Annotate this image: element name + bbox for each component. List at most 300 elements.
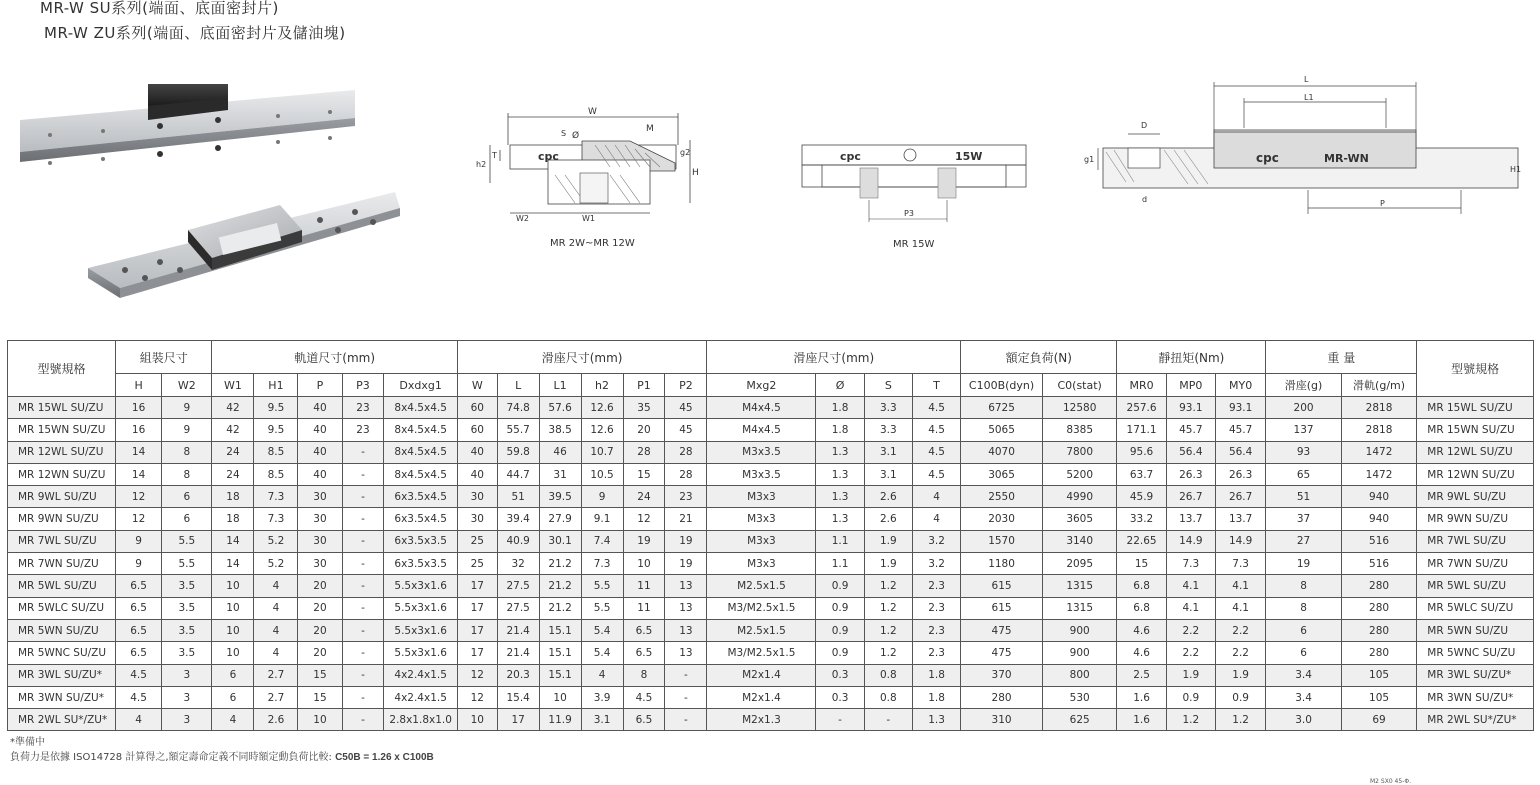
model-cell: MR 5WN SU/ZU: [1417, 619, 1534, 641]
value-cell: 15: [298, 664, 342, 686]
value-cell: 9.5: [254, 397, 298, 419]
value-cell: 10: [539, 686, 581, 708]
value-cell: 1.6: [1117, 709, 1166, 731]
value-cell: 3: [162, 664, 212, 686]
value-cell: 1472: [1341, 463, 1417, 485]
value-cell: 5.5: [162, 553, 212, 575]
value-cell: 8x4.5x4.5: [384, 441, 457, 463]
value-cell: 10: [623, 553, 665, 575]
value-cell: 95.6: [1117, 441, 1166, 463]
value-cell: 14: [212, 530, 254, 552]
model-cell: MR 12WN SU/ZU: [1417, 463, 1534, 485]
value-cell: 6x3.5x4.5: [384, 508, 457, 530]
value-cell: 21: [665, 508, 707, 530]
value-cell: 4.1: [1166, 575, 1215, 597]
value-cell: 105: [1341, 686, 1417, 708]
value-cell: 63.7: [1117, 463, 1166, 485]
value-cell: 14: [116, 441, 162, 463]
value-cell: 12: [457, 686, 497, 708]
value-cell: 625: [1042, 709, 1116, 731]
footnote-text: 負荷力是依據 ISO14728 計算得之,額定壽命定義不同時額定動負荷比較:: [10, 752, 332, 763]
value-cell: 0.8: [864, 664, 912, 686]
subheader-cell: C100B(dyn): [961, 374, 1043, 397]
value-cell: 39.4: [497, 508, 539, 530]
model-cell: MR 15WN SU/ZU: [8, 419, 116, 441]
value-cell: 4: [254, 597, 298, 619]
value-cell: 6x3.5x3.5: [384, 553, 457, 575]
value-cell: 5.5x3x1.6: [384, 619, 457, 641]
model-cell: MR 7WN SU/ZU: [8, 553, 116, 575]
value-cell: 3.3: [864, 419, 912, 441]
model-cell: MR 5WLC SU/ZU: [1417, 597, 1534, 619]
value-cell: 2.2: [1215, 619, 1265, 641]
value-cell: 8: [162, 463, 212, 485]
value-cell: 3605: [1042, 508, 1116, 530]
value-cell: 5.5: [162, 530, 212, 552]
value-cell: 6.8: [1117, 575, 1166, 597]
subheader-cell: T: [912, 374, 960, 397]
label-t: T: [492, 151, 497, 160]
value-cell: 1.1: [816, 553, 864, 575]
value-cell: 10: [212, 597, 254, 619]
value-cell: 2.6: [864, 508, 912, 530]
value-cell: -: [665, 664, 707, 686]
value-cell: 37: [1266, 508, 1342, 530]
value-cell: 26.3: [1215, 463, 1265, 485]
value-cell: 280: [1341, 597, 1417, 619]
value-cell: 4: [212, 709, 254, 731]
value-cell: 12: [116, 486, 162, 508]
value-cell: 4: [254, 642, 298, 664]
value-cell: 1.1: [816, 530, 864, 552]
footnote-preparing: *準備中: [10, 737, 45, 748]
value-cell: 10.7: [581, 441, 623, 463]
value-cell: 21.2: [539, 575, 581, 597]
subheader-cell: P2: [665, 374, 707, 397]
value-cell: 3.4: [1266, 664, 1342, 686]
value-cell: 19: [665, 530, 707, 552]
value-cell: 3.5: [162, 619, 212, 641]
value-cell: 940: [1341, 486, 1417, 508]
value-cell: 17: [457, 575, 497, 597]
value-cell: 7.3: [254, 486, 298, 508]
value-cell: 6.5: [623, 642, 665, 664]
value-cell: 2.2: [1166, 619, 1215, 641]
value-cell: 19: [665, 553, 707, 575]
value-cell: 7.3: [581, 553, 623, 575]
model-cell: MR 15WL SU/ZU: [8, 397, 116, 419]
value-cell: 40: [298, 397, 342, 419]
label-h2: h2: [476, 160, 487, 169]
value-cell: 0.9: [816, 619, 864, 641]
header-model-right: 型號規格: [1417, 341, 1534, 397]
value-cell: 9: [162, 397, 212, 419]
value-cell: 1.6: [1117, 686, 1166, 708]
value-cell: 257.6: [1117, 397, 1166, 419]
value-cell: 615: [961, 597, 1043, 619]
subheader-cell: P: [298, 374, 342, 397]
value-cell: 0.8: [864, 686, 912, 708]
value-cell: 10.5: [581, 463, 623, 485]
value-cell: 20: [298, 642, 342, 664]
value-cell: 5.5x3x1.6: [384, 642, 457, 664]
value-cell: 4.6: [1117, 642, 1166, 664]
value-cell: 17: [497, 709, 539, 731]
value-cell: 28: [665, 441, 707, 463]
value-cell: M2x1.3: [707, 709, 816, 731]
value-cell: 6x3.5x3.5: [384, 530, 457, 552]
value-cell: 8x4.5x4.5: [384, 419, 457, 441]
model-cell: MR 9WN SU/ZU: [1417, 508, 1534, 530]
model-cell: MR 5WLC SU/ZU: [8, 597, 116, 619]
cross-section-drawing-small: [470, 105, 700, 255]
value-cell: 3: [162, 709, 212, 731]
value-cell: M2.5x1.5: [707, 619, 816, 641]
value-cell: 1180: [961, 553, 1043, 575]
value-cell: 3.2: [912, 553, 960, 575]
value-cell: 11.9: [539, 709, 581, 731]
value-cell: 4: [581, 664, 623, 686]
value-cell: 4.5: [116, 686, 162, 708]
table-row: [8, 441, 1534, 463]
value-cell: 6725: [961, 397, 1043, 419]
value-cell: -: [342, 508, 384, 530]
value-cell: 3065: [961, 463, 1043, 485]
value-cell: 6: [162, 486, 212, 508]
value-cell: 1.9: [864, 553, 912, 575]
value-cell: 3.0: [1266, 709, 1342, 731]
value-cell: 26.3: [1166, 463, 1215, 485]
subheader-cell: L1: [539, 374, 581, 397]
value-cell: 6.8: [1117, 597, 1166, 619]
series-title-zu: MR-W ZU系列(端面、底面密封片及儲油塊): [44, 24, 346, 42]
value-cell: 4x2.4x1.5: [384, 664, 457, 686]
drawing-caption-small: MR 2W~MR 12W: [550, 238, 635, 249]
value-cell: 7.4: [581, 530, 623, 552]
value-cell: 45.7: [1166, 419, 1215, 441]
value-cell: 5200: [1042, 463, 1116, 485]
value-cell: -: [342, 686, 384, 708]
label-m: M: [646, 124, 654, 134]
value-cell: 12.6: [581, 397, 623, 419]
value-cell: 13: [665, 597, 707, 619]
value-cell: 280: [1341, 619, 1417, 641]
header-block-1: 滑座尺寸(mm): [457, 341, 707, 374]
value-cell: 1.3: [816, 508, 864, 530]
value-cell: 8: [1266, 575, 1342, 597]
subheader-cell: L: [497, 374, 539, 397]
model-cell: MR 3WN SU/ZU*: [1417, 686, 1534, 708]
value-cell: 3.5: [162, 597, 212, 619]
value-cell: M3x3: [707, 553, 816, 575]
value-cell: 1.2: [864, 575, 912, 597]
value-cell: M2.5x1.5: [707, 575, 816, 597]
value-cell: 2550: [961, 486, 1043, 508]
value-cell: 2.7: [254, 664, 298, 686]
value-cell: -: [342, 575, 384, 597]
value-cell: 1.3: [816, 486, 864, 508]
value-cell: 24: [623, 486, 665, 508]
value-cell: 10: [212, 575, 254, 597]
label-p3: P3: [904, 209, 914, 218]
model-cell: MR 7WL SU/ZU: [8, 530, 116, 552]
value-cell: 6: [212, 664, 254, 686]
value-cell: 30: [298, 508, 342, 530]
subheader-cell: P1: [623, 374, 665, 397]
value-cell: 13: [665, 575, 707, 597]
value-cell: 9: [581, 486, 623, 508]
value-cell: 21.2: [539, 597, 581, 619]
value-cell: 93: [1266, 441, 1342, 463]
value-cell: -: [342, 441, 384, 463]
value-cell: 615: [961, 575, 1043, 597]
model-cell: MR 2WL SU*/ZU*: [8, 709, 116, 731]
value-cell: 530: [1042, 686, 1116, 708]
value-cell: 1.3: [816, 441, 864, 463]
value-cell: 27.5: [497, 597, 539, 619]
value-cell: 137: [1266, 419, 1342, 441]
brand-mark-side: cpc: [1256, 151, 1279, 165]
value-cell: 16: [116, 397, 162, 419]
value-cell: 38.5: [539, 419, 581, 441]
value-cell: 9.1: [581, 508, 623, 530]
value-cell: 1.9: [864, 530, 912, 552]
value-cell: 2.2: [1215, 642, 1265, 664]
value-cell: M3x3: [707, 530, 816, 552]
value-cell: 4.6: [1117, 619, 1166, 641]
value-cell: 30: [457, 486, 497, 508]
value-cell: 56.4: [1215, 441, 1265, 463]
label-d-lower: d: [1142, 195, 1148, 204]
value-cell: 40: [298, 441, 342, 463]
footnote-load-note: [10, 748, 434, 763]
value-cell: 2.2: [1166, 642, 1215, 664]
label-l: L: [1304, 75, 1309, 84]
value-cell: 15: [298, 686, 342, 708]
value-cell: 0.9: [816, 575, 864, 597]
value-cell: M3x3.5: [707, 463, 816, 485]
value-cell: 25: [457, 553, 497, 575]
value-cell: M2x1.4: [707, 686, 816, 708]
value-cell: 12: [623, 508, 665, 530]
value-cell: 4: [912, 508, 960, 530]
value-cell: M3x3: [707, 486, 816, 508]
value-cell: -: [342, 530, 384, 552]
value-cell: -: [342, 463, 384, 485]
product-photo: [20, 80, 405, 305]
value-cell: 6.5: [623, 619, 665, 641]
value-cell: 4: [254, 575, 298, 597]
model-cell: MR 5WNC SU/ZU: [8, 642, 116, 664]
value-cell: 3.4: [1266, 686, 1342, 708]
value-cell: 1472: [1341, 441, 1417, 463]
brand-mark-15w: cpc: [840, 150, 861, 163]
label-g2: g2: [680, 148, 691, 157]
value-cell: 4.1: [1215, 575, 1265, 597]
value-cell: 45: [665, 419, 707, 441]
value-cell: 20: [298, 619, 342, 641]
model-cell: MR 5WL SU/ZU: [8, 575, 116, 597]
model-cell: MR 3WL SU/ZU*: [8, 664, 116, 686]
value-cell: 1.2: [1215, 709, 1265, 731]
subheader-cell: W2: [162, 374, 212, 397]
value-cell: 3.1: [864, 441, 912, 463]
value-cell: -: [864, 709, 912, 731]
value-cell: 56.4: [1166, 441, 1215, 463]
value-cell: 59.8: [497, 441, 539, 463]
value-cell: 0.9: [816, 597, 864, 619]
value-cell: 2095: [1042, 553, 1116, 575]
value-cell: 8: [162, 441, 212, 463]
header-torque: 靜扭矩(Nm): [1117, 341, 1266, 374]
value-cell: 2.5: [1117, 664, 1166, 686]
value-cell: 475: [961, 642, 1043, 664]
value-cell: 27.9: [539, 508, 581, 530]
value-cell: 12.6: [581, 419, 623, 441]
value-cell: 45.9: [1117, 486, 1166, 508]
value-cell: 475: [961, 619, 1043, 641]
value-cell: 1.3: [912, 709, 960, 731]
value-cell: M2x1.4: [707, 664, 816, 686]
table-row: [8, 530, 1534, 552]
value-cell: 18: [212, 508, 254, 530]
value-cell: 3140: [1042, 530, 1116, 552]
value-cell: 1.2: [1166, 709, 1215, 731]
value-cell: 40: [457, 463, 497, 485]
model-cell: MR 3WN SU/ZU*: [8, 686, 116, 708]
value-cell: 1.8: [912, 664, 960, 686]
value-cell: 24: [212, 441, 254, 463]
value-cell: 4.5: [912, 419, 960, 441]
value-cell: 6x3.5x4.5: [384, 486, 457, 508]
value-cell: 21.2: [539, 553, 581, 575]
label-s: S: [561, 129, 567, 138]
value-cell: M4x4.5: [707, 419, 816, 441]
label-h1: H1: [1510, 165, 1522, 174]
value-cell: 19: [623, 530, 665, 552]
value-cell: 27: [1266, 530, 1342, 552]
value-cell: 10: [212, 619, 254, 641]
value-cell: 13.7: [1166, 508, 1215, 530]
value-cell: 4.5: [116, 664, 162, 686]
subheader-cell: W: [457, 374, 497, 397]
value-cell: 19: [1266, 553, 1342, 575]
subheader-cell: Ø: [816, 374, 864, 397]
value-cell: 18: [212, 486, 254, 508]
value-cell: 21.4: [497, 642, 539, 664]
label-p: P: [1380, 199, 1385, 208]
value-cell: 0.3: [816, 664, 864, 686]
value-cell: 22.65: [1117, 530, 1166, 552]
value-cell: 14: [212, 553, 254, 575]
value-cell: 2.7: [254, 686, 298, 708]
value-cell: 30: [298, 530, 342, 552]
value-cell: 5065: [961, 419, 1043, 441]
value-cell: 40.9: [497, 530, 539, 552]
value-cell: 0.3: [816, 686, 864, 708]
value-cell: 6: [1266, 642, 1342, 664]
value-cell: 15.4: [497, 686, 539, 708]
value-cell: 9.5: [254, 419, 298, 441]
value-cell: 0.9: [816, 642, 864, 664]
side-view-drawing: [1078, 72, 1528, 222]
value-cell: 10: [212, 642, 254, 664]
size-mark-15w: 15W: [955, 150, 983, 163]
table-row: [8, 619, 1534, 641]
label-w1: W1: [582, 214, 595, 223]
value-cell: 3.9: [581, 686, 623, 708]
subheader-cell: W1: [212, 374, 254, 397]
value-cell: 370: [961, 664, 1043, 686]
table-row: [8, 664, 1534, 686]
value-cell: -: [665, 709, 707, 731]
model-cell: MR 7WN SU/ZU: [1417, 553, 1534, 575]
value-cell: 14.9: [1166, 530, 1215, 552]
value-cell: 12580: [1042, 397, 1116, 419]
value-cell: 4070: [961, 441, 1043, 463]
value-cell: 45: [665, 397, 707, 419]
value-cell: 93.1: [1166, 397, 1215, 419]
value-cell: 17: [457, 619, 497, 641]
header-load: 額定負荷(N): [961, 341, 1117, 374]
value-cell: 35: [623, 397, 665, 419]
value-cell: 5.2: [254, 530, 298, 552]
value-cell: 900: [1042, 642, 1116, 664]
value-cell: 900: [1042, 619, 1116, 641]
value-cell: 1.8: [816, 397, 864, 419]
value-cell: 4.1: [1166, 597, 1215, 619]
label-l1: L1: [1304, 93, 1314, 102]
value-cell: -: [342, 553, 384, 575]
value-cell: 7.3: [1215, 553, 1265, 575]
footnote-formula: C50B = 1.26 x C100B: [335, 752, 434, 763]
subheader-cell: H: [116, 374, 162, 397]
value-cell: 31: [539, 463, 581, 485]
value-cell: 51: [497, 486, 539, 508]
model-cell: MR 9WL SU/ZU: [8, 486, 116, 508]
value-cell: 3.5: [162, 642, 212, 664]
table-row: [8, 508, 1534, 530]
subheader-cell: P3: [342, 374, 384, 397]
value-cell: 20: [623, 419, 665, 441]
value-cell: 6: [212, 686, 254, 708]
series-title-su: MR-W SU系列(端面、底面密封片): [40, 0, 279, 17]
value-cell: 105: [1341, 664, 1417, 686]
value-cell: 8: [1266, 597, 1342, 619]
document-code: M2 SX0 45-Φ.: [1370, 778, 1411, 785]
value-cell: 30: [298, 486, 342, 508]
drawing-caption-15w: MR 15W: [893, 239, 935, 250]
value-cell: 5.5: [581, 597, 623, 619]
value-cell: 6: [162, 508, 212, 530]
value-cell: 11: [623, 575, 665, 597]
value-cell: 69: [1341, 709, 1417, 731]
value-cell: -: [342, 619, 384, 641]
value-cell: 8.5: [254, 441, 298, 463]
value-cell: 5.5x3x1.6: [384, 597, 457, 619]
value-cell: 0.9: [1166, 686, 1215, 708]
value-cell: 3.1: [864, 463, 912, 485]
value-cell: 33.2: [1117, 508, 1166, 530]
value-cell: 9: [162, 419, 212, 441]
value-cell: 30: [457, 508, 497, 530]
model-mark-side: MR-WN: [1324, 152, 1369, 165]
table-row: [8, 575, 1534, 597]
table-row: [8, 419, 1534, 441]
value-cell: -: [816, 709, 864, 731]
label-g1: g1: [1084, 155, 1095, 164]
value-cell: 4: [254, 619, 298, 641]
